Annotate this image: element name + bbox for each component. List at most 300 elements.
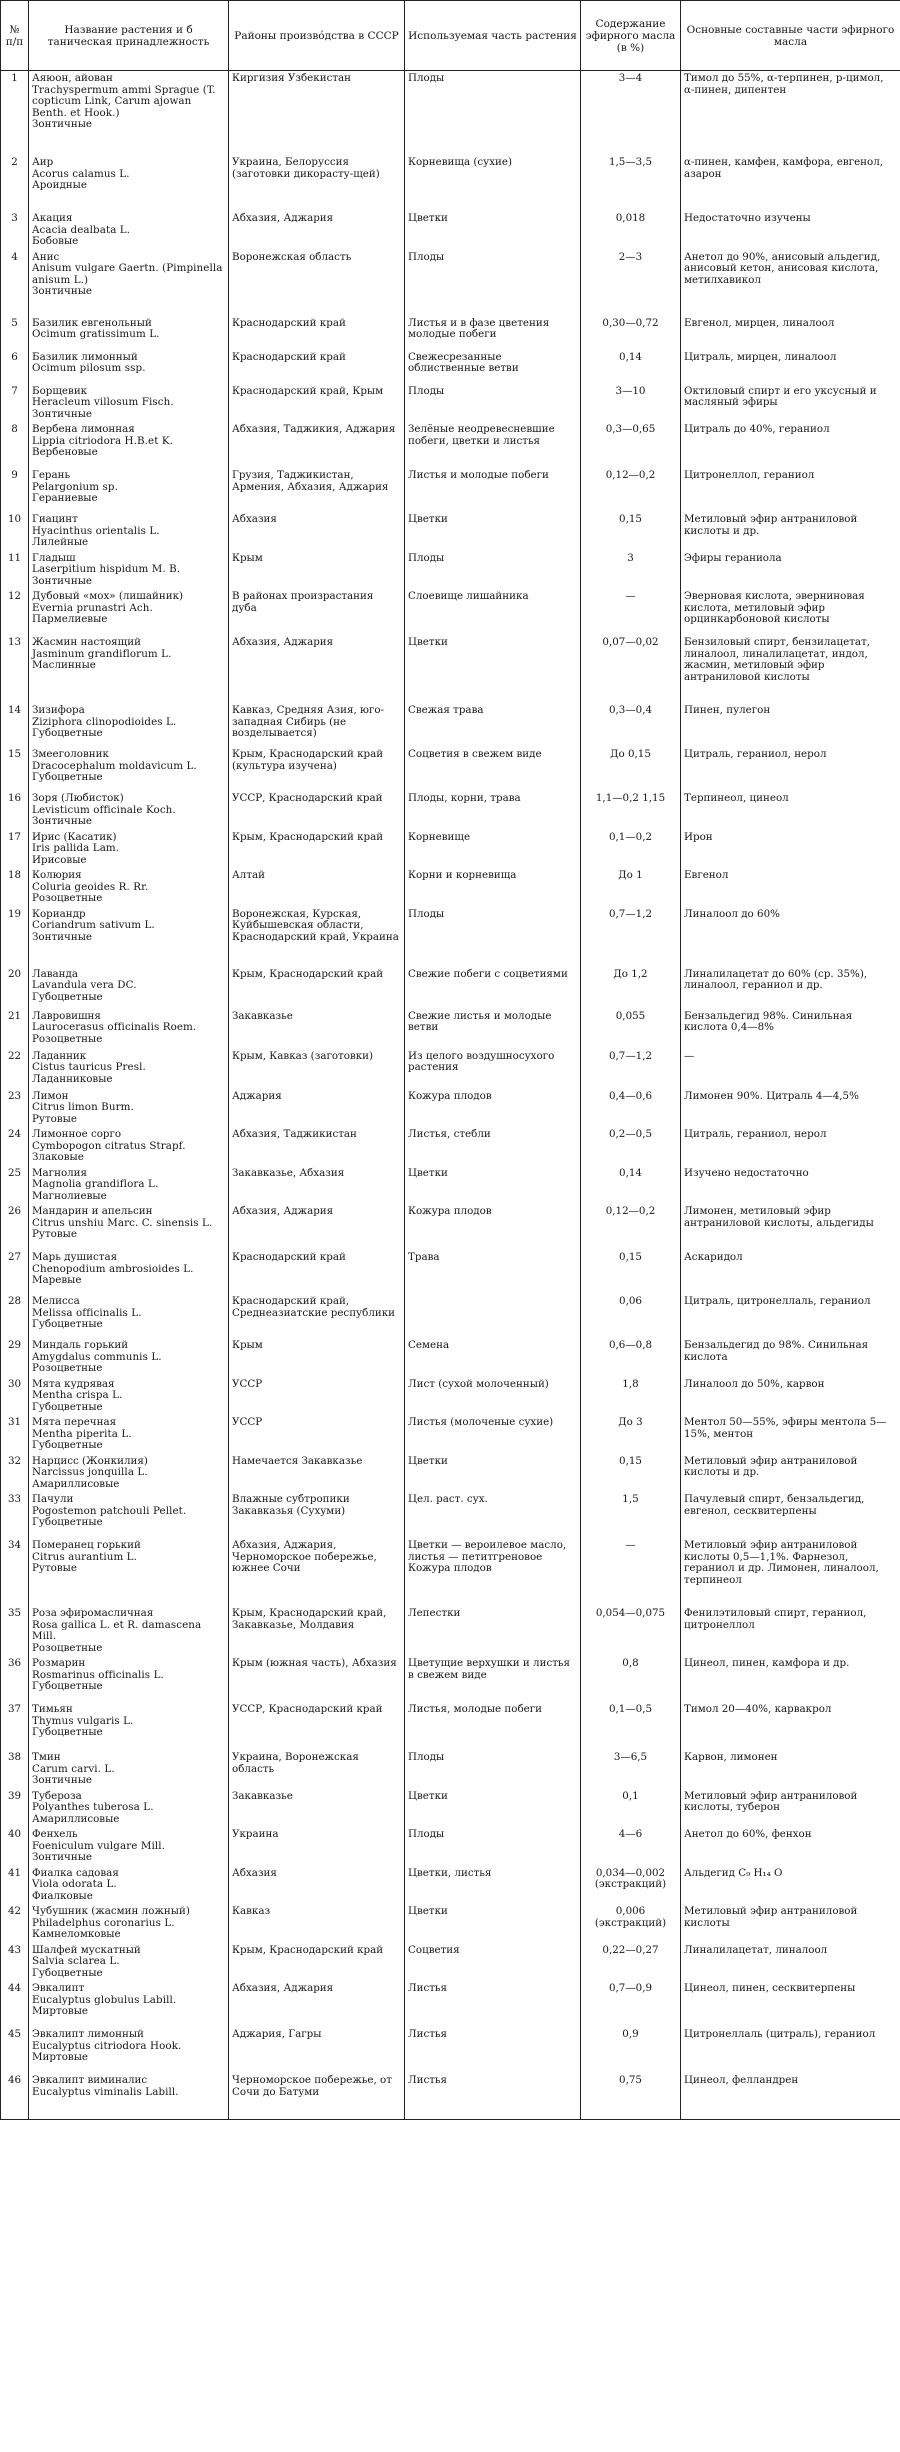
row-number: 18 bbox=[7, 869, 22, 881]
used-part-cell bbox=[405, 791, 581, 830]
row-number-cell bbox=[1, 2027, 29, 2073]
used-part-cell bbox=[405, 468, 581, 512]
plant-name: Мята кудрявая bbox=[32, 1377, 115, 1390]
plant-family: Губоцветные bbox=[32, 727, 103, 739]
regions-text: Абхазия bbox=[232, 513, 277, 525]
plant-name: Вербена лимонная bbox=[32, 423, 135, 435]
components-text: — bbox=[684, 1049, 695, 1062]
oil-content-cell bbox=[581, 468, 681, 512]
oil-content-value: 0,7—1,2 bbox=[608, 1049, 653, 1062]
regions-cell bbox=[229, 830, 405, 869]
used-part-cell bbox=[405, 1656, 581, 1702]
components-text: Метиловый эфир антраниловой кислоты, туберон bbox=[684, 1789, 858, 1813]
plant-name-cell bbox=[29, 907, 229, 967]
oil-content-value: 3—4 bbox=[618, 72, 643, 84]
oil-content-cell bbox=[581, 71, 681, 156]
row-number-cell bbox=[1, 1943, 29, 1982]
plant-name: Ладанник bbox=[32, 1049, 87, 1062]
regions-text: Кавказ, Средняя Азия, юго-западная Сибирь (не возделывается) bbox=[232, 704, 385, 739]
table-row bbox=[1, 1415, 900, 1454]
oil-content-value: 0,14 bbox=[619, 350, 642, 363]
plant-name: Тмин bbox=[32, 1751, 61, 1763]
plant-latin-name: Chenopodium ambrosioides L. bbox=[32, 1262, 194, 1275]
used-part-cell bbox=[405, 1377, 581, 1416]
components-text: Карвон, лимонен bbox=[684, 1751, 778, 1763]
used-part-cell bbox=[405, 2073, 581, 2120]
used-part-text: Кожура плодов bbox=[408, 1089, 492, 1102]
oil-content-value: 2—3 bbox=[618, 250, 643, 263]
row-number-cell bbox=[1, 468, 29, 512]
table-row bbox=[1, 589, 900, 635]
regions-text: Краснодарский край bbox=[232, 1251, 346, 1263]
plant-family: Губоцветные bbox=[32, 990, 103, 1003]
oil-content-cell bbox=[581, 1127, 681, 1166]
row-number: 21 bbox=[7, 1009, 22, 1022]
regions-text: Киргизия Узбекистан bbox=[232, 72, 352, 84]
plant-family: Пармелиевые bbox=[32, 613, 108, 625]
plant-latin-name: Eucalyptus globulus Labill. bbox=[32, 1993, 177, 2006]
plant-name: Тимьян bbox=[32, 1703, 73, 1715]
plant-name: Чубушник (жасмин ложный) bbox=[32, 1905, 190, 1917]
components-text: α-пинен, камфен, камфора, евгенол, азарон bbox=[684, 156, 884, 180]
used-part-text: Листья и в фазе цветения молодые побеги bbox=[408, 316, 550, 340]
components-cell bbox=[681, 1166, 900, 1205]
table-row bbox=[1, 1866, 900, 1905]
used-part-cell bbox=[405, 422, 581, 468]
plant-name-cell bbox=[29, 1866, 229, 1905]
regions-cell bbox=[229, 747, 405, 791]
row-number-cell bbox=[1, 1250, 29, 1294]
components-text: Цитронеллол, гераниол bbox=[684, 469, 815, 481]
components-cell bbox=[681, 512, 900, 551]
oil-content-cell bbox=[581, 2027, 681, 2073]
used-part-cell bbox=[405, 703, 581, 747]
row-number-cell bbox=[1, 1492, 29, 1538]
plant-name-cell bbox=[29, 316, 229, 350]
components-cell bbox=[681, 1538, 900, 1606]
plant-name-cell bbox=[29, 2027, 229, 2073]
oil-content-value: 3 bbox=[627, 551, 634, 564]
plant-name-cell bbox=[29, 830, 229, 869]
plant-name: Аир bbox=[32, 156, 54, 168]
row-number: 24 bbox=[7, 1128, 22, 1140]
used-part-cell bbox=[405, 350, 581, 384]
used-part-text: Плоды bbox=[408, 1751, 445, 1763]
row-number: 5 bbox=[11, 316, 18, 329]
plant-name-cell bbox=[29, 868, 229, 907]
regions-text: Абхазия, Аджария bbox=[232, 212, 334, 224]
table-row bbox=[1, 1702, 900, 1750]
oil-content-value: 0,8 bbox=[622, 1657, 639, 1669]
regions-text: Крым, Краснодарский край bbox=[232, 967, 384, 980]
plant-latin-name: Mentha piperita L. bbox=[32, 1427, 132, 1440]
components-text: Бензальдегид 98%. Синильная кислота 0,4—8% bbox=[684, 1009, 853, 1033]
plant-name-cell bbox=[29, 422, 229, 468]
row-number: 37 bbox=[7, 1703, 22, 1715]
header-components: Основные составные части эфирного масла bbox=[681, 1, 900, 71]
row-number-cell bbox=[1, 1606, 29, 1656]
components-cell bbox=[681, 747, 900, 791]
row-number: 35 bbox=[7, 1607, 22, 1619]
oil-content-cell bbox=[581, 422, 681, 468]
plant-name: Шалфей мускатный bbox=[32, 1943, 141, 1956]
oil-content-value: 0,06 bbox=[619, 1295, 642, 1307]
row-number-cell bbox=[1, 1377, 29, 1416]
components-text: Октиловый спирт и его уксусный и масляный эфиры bbox=[684, 384, 877, 408]
oil-content-value: 0,1—0,5 bbox=[608, 1703, 653, 1715]
row-number-cell bbox=[1, 384, 29, 423]
table-row bbox=[1, 1294, 900, 1338]
plant-name: Зизифора bbox=[32, 704, 85, 716]
plant-name: Фиалка садовая bbox=[32, 1866, 119, 1879]
table-row bbox=[1, 316, 900, 350]
table-row bbox=[1, 211, 900, 250]
regions-text: Краснодарский край, Крым bbox=[232, 384, 384, 397]
used-part-text: Лист (сухой молоченный) bbox=[408, 1377, 549, 1390]
plant-family: Зонтичные bbox=[32, 285, 92, 297]
plant-latin-name: Rosmarinus officinalis L. bbox=[32, 1668, 164, 1681]
plant-latin-name: Cistus tauricus Presl. bbox=[32, 1061, 146, 1073]
plant-name: Эвкалипт виминалис bbox=[32, 2074, 148, 2086]
components-text: Цитраль, гераниол, нерол bbox=[684, 1128, 827, 1140]
row-number: 27 bbox=[7, 1251, 22, 1263]
oil-content-value: 0,2—0,5 bbox=[608, 1128, 653, 1140]
regions-text: Украина, Белоруссия (заготовки дикорасту-щей) bbox=[232, 156, 380, 180]
components-text: Фенилэтиловый спирт, гераниол, цитронеллол bbox=[684, 1607, 867, 1631]
plant-family: Лилейные bbox=[32, 536, 89, 548]
used-part-text: Листья bbox=[408, 1982, 448, 1994]
plant-latin-name: Trachyspermum ammi Sprague (T. copticum Link, Carum ajowan Benth. et Hook.) bbox=[32, 83, 216, 119]
regions-text: Закавказье, Абхазия bbox=[232, 1166, 345, 1179]
components-text: Бензиловый спирт, бензилацетат, линалоол, линалилацетат, индол, жасмин, метиловый эфир антраниловой кислоты bbox=[684, 636, 871, 683]
row-number-cell bbox=[1, 1789, 29, 1828]
oil-content-value: 0,054—0,075 bbox=[595, 1607, 666, 1619]
table-row bbox=[1, 1009, 900, 1049]
row-number: 30 bbox=[7, 1377, 22, 1390]
regions-text: Аджария, Гагры bbox=[232, 2028, 322, 2040]
regions-text: Крым bbox=[232, 1339, 263, 1351]
plant-name-cell bbox=[29, 1656, 229, 1702]
components-cell bbox=[681, 1606, 900, 1656]
used-part-cell bbox=[405, 1089, 581, 1128]
row-number: 14 bbox=[7, 704, 22, 716]
plant-family: Фиалковые bbox=[32, 1889, 93, 1902]
regions-cell bbox=[229, 468, 405, 512]
components-cell bbox=[681, 1492, 900, 1538]
plant-name-cell bbox=[29, 791, 229, 830]
used-part-text: Лепестки bbox=[408, 1607, 461, 1619]
plant-latin-name: Lippia citriodora H.B.et K. bbox=[32, 434, 174, 447]
oil-content-value: 0,7—1,2 bbox=[608, 907, 653, 920]
oil-content-value: 0,15 bbox=[619, 513, 642, 525]
oil-content-value: 0,15 bbox=[619, 1251, 642, 1263]
regions-text: Краснодарский край bbox=[232, 316, 346, 329]
plant-latin-name: Iris pallida Lam. bbox=[32, 842, 120, 854]
plant-name: Ирис (Касатик) bbox=[32, 830, 117, 843]
plant-family: Губоцветные bbox=[32, 1966, 103, 1979]
plant-family: Зонтичные bbox=[32, 118, 92, 130]
used-part-cell bbox=[405, 1702, 581, 1750]
regions-cell bbox=[229, 967, 405, 1009]
components-cell bbox=[681, 1827, 900, 1866]
plant-name: Фенхель bbox=[32, 1828, 78, 1840]
oil-content-cell bbox=[581, 1750, 681, 1789]
regions-text: Абхазия, Таджикистан bbox=[232, 1128, 357, 1140]
components-cell bbox=[681, 1750, 900, 1789]
used-part-text: Цветки bbox=[408, 513, 448, 525]
components-cell bbox=[681, 155, 900, 211]
components-text: Анетол до 90%, анисовый альдегид, анисовый кетон, анисовая кислота, метилхавикол bbox=[684, 250, 881, 286]
used-part-text: Цветки bbox=[408, 212, 448, 224]
plant-latin-name: Dracocephalum moldavicum L. bbox=[32, 759, 197, 772]
components-text: Эфиры гераниола bbox=[684, 551, 782, 564]
plant-latin-name: Heracleum villosum Fisch. bbox=[32, 396, 174, 408]
table-row bbox=[1, 1538, 900, 1606]
plant-family: Губоцветные bbox=[32, 1318, 103, 1330]
regions-text: Крым, Краснодарский край bbox=[232, 1943, 384, 1956]
regions-cell bbox=[229, 71, 405, 156]
plant-family: Ирисовые bbox=[32, 853, 87, 866]
plant-name: Тубероза bbox=[32, 1789, 82, 1802]
row-number: 1 bbox=[11, 72, 18, 84]
plant-latin-name: Lavandula vera DC. bbox=[32, 979, 137, 991]
used-part-text: Цел. раст. сух. bbox=[408, 1493, 488, 1505]
plant-latin-name: Pelargonium sp. bbox=[32, 480, 118, 493]
plant-name-cell bbox=[29, 512, 229, 551]
row-number-cell bbox=[1, 830, 29, 869]
row-number-cell bbox=[1, 250, 29, 316]
row-number-cell bbox=[1, 1656, 29, 1702]
oil-content-cell bbox=[581, 1377, 681, 1416]
table-row bbox=[1, 1204, 900, 1250]
used-part-text: Листья bbox=[408, 2074, 448, 2086]
table-row bbox=[1, 967, 900, 1009]
plant-name: Базилик евгенольный bbox=[32, 316, 152, 329]
regions-text: Крым, Кавказ (заготовки) bbox=[232, 1049, 374, 1062]
plant-family: Розоцветные bbox=[32, 1641, 103, 1654]
regions-text: Крым, Краснодарский край bbox=[232, 830, 384, 843]
used-part-cell bbox=[405, 1981, 581, 2027]
plant-latin-name: Acacia dealbata L. bbox=[32, 223, 131, 236]
regions-cell bbox=[229, 211, 405, 250]
plant-name-cell bbox=[29, 1009, 229, 1049]
used-part-cell bbox=[405, 1492, 581, 1538]
regions-cell bbox=[229, 868, 405, 907]
components-cell bbox=[681, 1415, 900, 1454]
plant-latin-name: Anisum vulgare Gaertn. (Pimpinella anisum L.) bbox=[32, 262, 223, 286]
used-part-cell bbox=[405, 1204, 581, 1250]
plant-latin-name: Laserpitium hispidum M. B. bbox=[32, 563, 181, 575]
oil-content-value: 1,1—0,2 1,15 bbox=[595, 792, 666, 804]
plant-family: Бобовые bbox=[32, 235, 79, 247]
plant-name-cell bbox=[29, 967, 229, 1009]
regions-text: УССР bbox=[232, 1416, 263, 1428]
row-number: 33 bbox=[7, 1493, 22, 1505]
oil-content-cell bbox=[581, 1606, 681, 1656]
plant-latin-name: Evernia prunastri Ach. bbox=[32, 601, 153, 614]
plant-family: Маревые bbox=[32, 1274, 82, 1286]
components-text: Эверновая кислота, эверниновая кислота, метиловый эфир орцинкарбоновой кислоты bbox=[684, 590, 865, 625]
used-part-cell bbox=[405, 1454, 581, 1493]
plant-family: Губоцветные bbox=[32, 1726, 103, 1738]
regions-text: Аджария bbox=[232, 1089, 282, 1102]
oil-content-cell bbox=[581, 1204, 681, 1250]
plant-name: Дубовый «мох» (лишайник) bbox=[32, 590, 184, 602]
plant-latin-name: Viola odorata L. bbox=[32, 1878, 117, 1890]
oil-content-cell bbox=[581, 1166, 681, 1205]
plant-name-cell bbox=[29, 589, 229, 635]
regions-cell bbox=[229, 1866, 405, 1905]
components-cell bbox=[681, 703, 900, 747]
table-row bbox=[1, 551, 900, 590]
table-row bbox=[1, 703, 900, 747]
components-text: Линалилацетат, линалоол bbox=[684, 1943, 828, 1956]
regions-text: Абхазия, Аджария, Черноморское побережье, южнее Сочи bbox=[232, 1539, 377, 1574]
oil-content-cell bbox=[581, 1454, 681, 1493]
plant-family: Зонтичные bbox=[32, 1774, 92, 1786]
regions-text: Украина, Воронежская область bbox=[232, 1751, 359, 1775]
components-cell bbox=[681, 1943, 900, 1982]
row-number-cell bbox=[1, 1750, 29, 1789]
used-part-cell bbox=[405, 868, 581, 907]
table-row bbox=[1, 1250, 900, 1294]
oil-content-value: 0,30—0,72 bbox=[602, 316, 659, 329]
regions-cell bbox=[229, 1127, 405, 1166]
regions-cell bbox=[229, 1538, 405, 1606]
plant-name-cell bbox=[29, 1204, 229, 1250]
row-number-cell bbox=[1, 1866, 29, 1905]
regions-text: Грузия, Таджикистан, Армения, Абхазия, Аджария bbox=[232, 469, 389, 493]
regions-cell bbox=[229, 1377, 405, 1416]
oil-content-cell bbox=[581, 155, 681, 211]
components-text: Цитраль, цитронеллаль, гераниол bbox=[684, 1295, 871, 1307]
used-part-cell bbox=[405, 1415, 581, 1454]
regions-cell bbox=[229, 635, 405, 703]
plant-name-cell bbox=[29, 1166, 229, 1205]
components-cell bbox=[681, 589, 900, 635]
regions-cell bbox=[229, 384, 405, 423]
used-part-text: Цветки — вероилевое масло, листья — петитгреновое Кожура плодов bbox=[408, 1539, 567, 1574]
oil-content-value: До 1 bbox=[618, 869, 643, 881]
row-number: 7 bbox=[11, 384, 18, 397]
plant-name-cell bbox=[29, 250, 229, 316]
plant-name: Лимон bbox=[32, 1089, 69, 1102]
plant-name-cell bbox=[29, 155, 229, 211]
row-number-cell bbox=[1, 512, 29, 551]
plant-latin-name: Thymus vulgaris L. bbox=[32, 1714, 134, 1727]
row-number: 17 bbox=[7, 830, 22, 843]
used-part-text: Кожура плодов bbox=[408, 1205, 492, 1217]
components-text: Недостаточно изучены bbox=[684, 212, 811, 224]
plant-family: Миртовые bbox=[32, 2051, 88, 2063]
plant-latin-name: Coriandrum sativum L. bbox=[32, 919, 155, 931]
table-row bbox=[1, 635, 900, 703]
plant-name: Магнолия bbox=[32, 1166, 88, 1179]
regions-cell bbox=[229, 1049, 405, 1089]
oil-content-cell bbox=[581, 1789, 681, 1828]
row-number-cell bbox=[1, 1981, 29, 2027]
plant-name-cell bbox=[29, 1943, 229, 1982]
oil-content-cell bbox=[581, 384, 681, 423]
components-cell bbox=[681, 635, 900, 703]
oil-content-value: 0,055 bbox=[615, 1009, 646, 1022]
regions-cell bbox=[229, 1454, 405, 1493]
regions-text: Крым, Краснодарский край, Закавказье, Молдавия bbox=[232, 1607, 387, 1631]
row-number-cell bbox=[1, 350, 29, 384]
regions-cell bbox=[229, 1750, 405, 1789]
used-part-text: Цветки bbox=[408, 1454, 448, 1467]
components-text: Бензальдегид до 98%. Синильная кислота bbox=[684, 1339, 869, 1363]
row-number: 41 bbox=[7, 1866, 22, 1879]
oil-content-cell bbox=[581, 211, 681, 250]
table-row bbox=[1, 384, 900, 423]
oil-content-cell bbox=[581, 1656, 681, 1702]
plant-latin-name: Citrus aurantium L. bbox=[32, 1550, 137, 1563]
oil-content-value: 0,034—0,002 (экстракций) bbox=[594, 1866, 667, 1890]
oil-content-value: До 1,2 bbox=[613, 967, 648, 980]
table-row bbox=[1, 2027, 900, 2073]
plant-latin-name: Foeniculum vulgare Mill. bbox=[32, 1839, 166, 1852]
oil-content-value: 1,5 bbox=[622, 1493, 639, 1505]
plant-family: Маслинные bbox=[32, 659, 96, 671]
oil-content-value: 3—10 bbox=[615, 384, 646, 397]
oil-content-cell bbox=[581, 1492, 681, 1538]
components-text: Линалилацетат до 60% (ср. 35%), линалоол, гераниол и др. bbox=[684, 967, 868, 991]
row-number: 31 bbox=[7, 1416, 22, 1428]
plant-family: Розоцветные bbox=[32, 892, 103, 904]
plant-family: Зонтичные bbox=[32, 930, 92, 943]
plant-name: Нарцисс (Жонкилия) bbox=[32, 1454, 148, 1467]
regions-cell bbox=[229, 551, 405, 590]
plant-name: Мелисса bbox=[32, 1295, 80, 1307]
used-part-text: Свежие листья и молодые ветви bbox=[408, 1009, 552, 1033]
row-number: 10 bbox=[7, 513, 22, 525]
row-number-cell bbox=[1, 2073, 29, 2120]
used-part-cell bbox=[405, 1866, 581, 1905]
oil-content-value: 0,75 bbox=[619, 2074, 642, 2086]
used-part-text: Плоды bbox=[408, 907, 445, 920]
used-part-text: Плоды bbox=[408, 551, 445, 564]
components-cell bbox=[681, 551, 900, 590]
oil-content-value: 1,8 bbox=[622, 1377, 639, 1390]
plant-name-cell bbox=[29, 551, 229, 590]
table-body bbox=[1, 71, 900, 2120]
oil-content-value: 0,14 bbox=[619, 1166, 642, 1179]
oil-content-cell bbox=[581, 250, 681, 316]
header-name: Название растения и б таническая принадлежность bbox=[29, 1, 229, 71]
regions-text: Намечается Закавказье bbox=[232, 1454, 363, 1467]
components-text: Тимол 20—40%, карвакрол bbox=[684, 1703, 832, 1715]
oil-content-cell bbox=[581, 830, 681, 869]
plant-family: Зонтичные bbox=[32, 407, 92, 420]
regions-cell bbox=[229, 1702, 405, 1750]
row-number: 3 bbox=[11, 212, 18, 224]
regions-cell bbox=[229, 350, 405, 384]
regions-cell bbox=[229, 1338, 405, 1377]
oil-content-cell bbox=[581, 1250, 681, 1294]
oil-content-value: 0,9 bbox=[622, 2028, 639, 2040]
used-part-text: Из целого воздушносухого растения bbox=[408, 1049, 555, 1073]
components-cell bbox=[681, 211, 900, 250]
oil-content-cell bbox=[581, 1981, 681, 2027]
plant-family: Вербеновые bbox=[32, 446, 98, 458]
used-part-text: Плоды bbox=[408, 72, 445, 84]
row-number: 22 bbox=[7, 1049, 22, 1062]
row-number-cell bbox=[1, 967, 29, 1009]
regions-cell bbox=[229, 1009, 405, 1049]
plant-name-cell bbox=[29, 1538, 229, 1606]
row-number: 13 bbox=[7, 636, 22, 648]
